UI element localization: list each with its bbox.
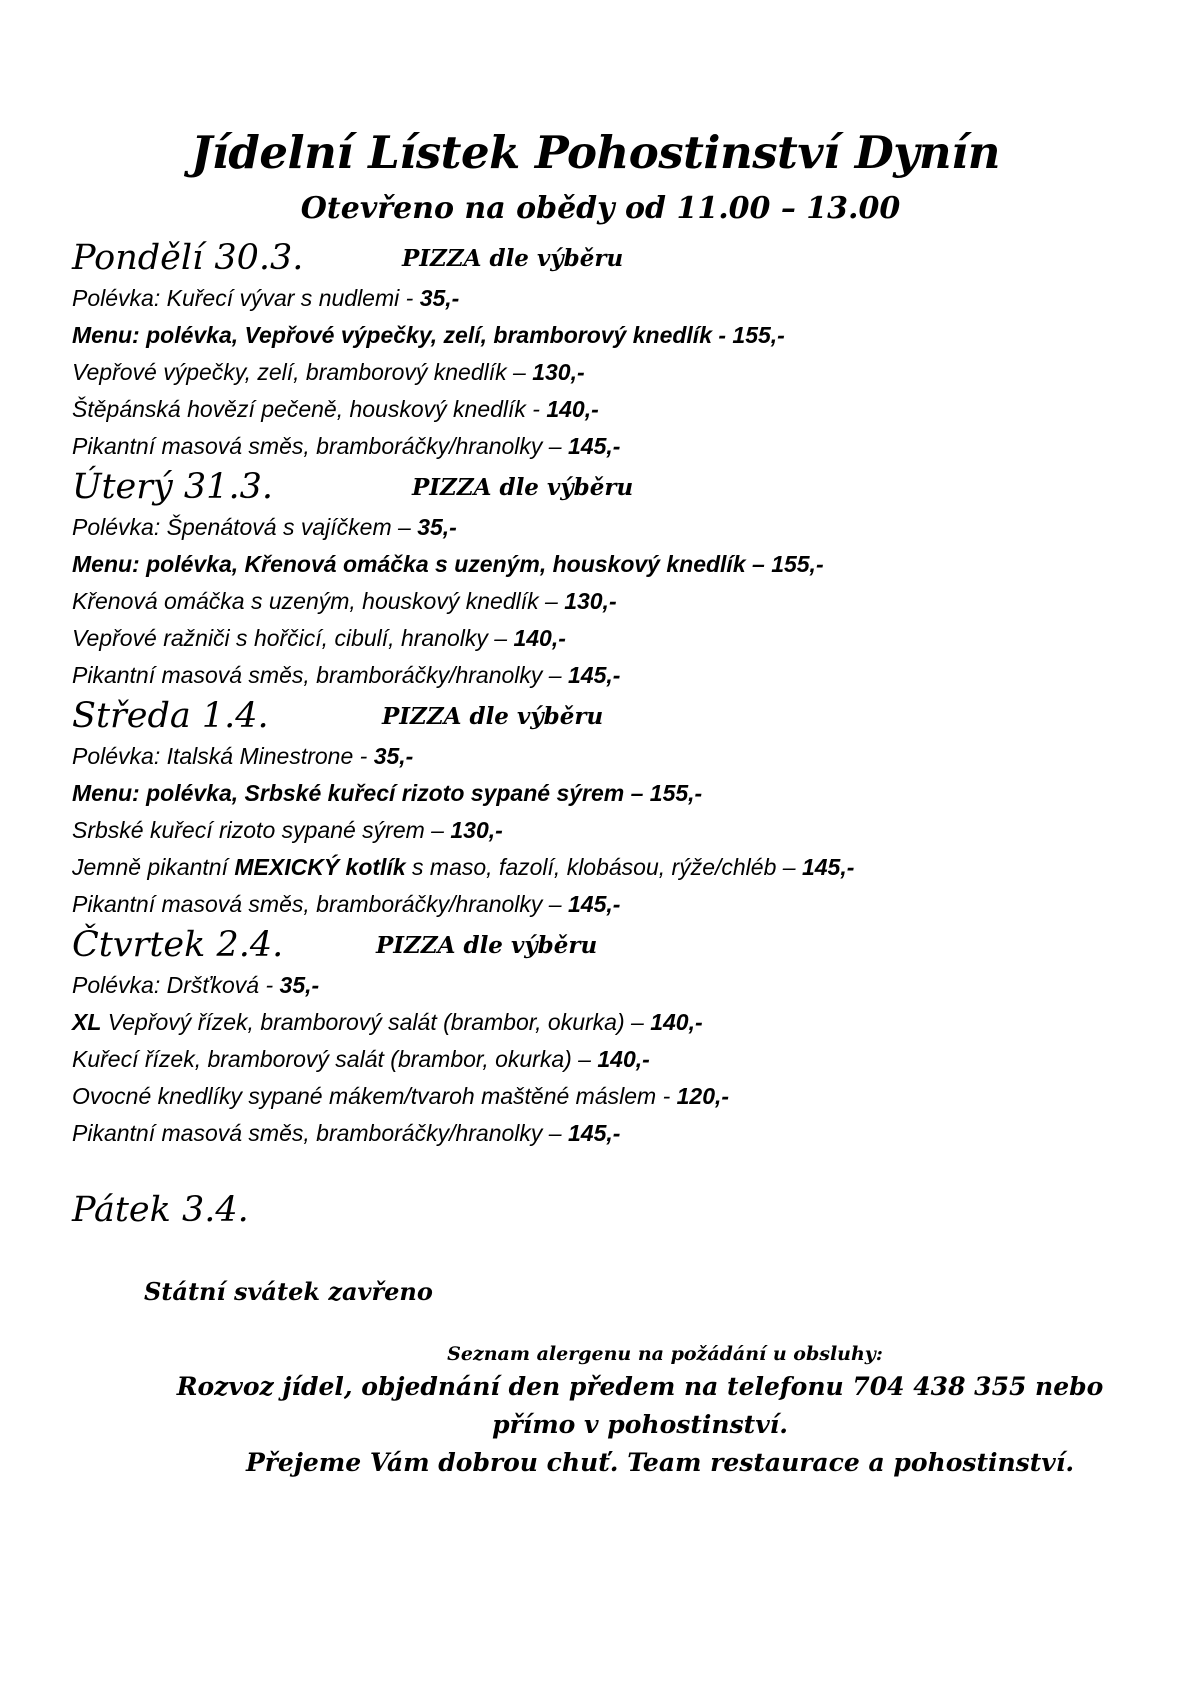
dish-price: 130,- xyxy=(532,359,585,385)
day-section xyxy=(72,465,1172,694)
pizza-note: PIZZA dle výběru xyxy=(402,245,624,272)
day-heading: Čtvrtek 2.4. xyxy=(72,925,284,965)
delivery-note: Rozvoz jídel, objednání den předem na telefonu 704 438 355 nebo přímo v pohostinství. xyxy=(176,1372,1104,1439)
dish-highlight: XL xyxy=(72,1009,102,1035)
dish-name: Polévka: Italská Minestrone - xyxy=(72,743,374,769)
footer xyxy=(140,1340,1140,1482)
dish-price: 120,- xyxy=(676,1083,730,1109)
dish-name: Pikantní masová směs, bramboráčky/hranolky – xyxy=(72,433,568,459)
dish-price: 35,- xyxy=(279,972,320,998)
dish-price: 140,- xyxy=(597,1046,650,1072)
dish-price: 145,- xyxy=(567,662,621,688)
day-heading: Středa 1.4. xyxy=(72,696,269,736)
dish-name: Polévka: Kuřecí vývar s nudlemi - xyxy=(72,285,420,311)
dish-price: 145,- xyxy=(567,891,621,917)
day-section xyxy=(72,236,1172,465)
dish-price: 130,- xyxy=(450,817,503,843)
dish-name: Menu: polévka, Srbské kuřecí rizoto sypané sýrem – xyxy=(72,780,650,806)
day-section xyxy=(72,923,1172,1152)
dish-price: 140,- xyxy=(546,396,599,422)
dish-name: Vepřový řízek, bramborový salát (brambor, okurka) – xyxy=(101,1009,651,1035)
dish-name: Menu: polévka, Křenová omáčka s uzeným, houskový knedlík – xyxy=(72,551,772,577)
day-header xyxy=(72,236,1172,280)
dish-name: Polévka: Dršťková - xyxy=(72,972,280,998)
dish-price: 140,- xyxy=(513,625,566,651)
pizza-note: PIZZA dle výběru xyxy=(412,474,634,501)
menu-item xyxy=(72,509,1172,546)
dish-text: Jemně pikantní xyxy=(72,854,235,880)
menu-item xyxy=(72,967,1172,1004)
dish-price: 145,- xyxy=(567,433,621,459)
menu-item xyxy=(72,886,1172,923)
opening-hours: Otevřeno na obědy od 11.00 – 13.00 xyxy=(300,191,901,226)
dish-name: Křenová omáčka s uzeným, houskový knedlík – xyxy=(72,588,565,614)
dish-price: 35,- xyxy=(419,285,460,311)
day-header xyxy=(72,465,1172,509)
dish-price: 130,- xyxy=(564,588,617,614)
menu-item xyxy=(72,391,1172,428)
pizza-note: PIZZA dle výběru xyxy=(376,932,598,959)
menu-item xyxy=(72,354,1172,391)
dish-price: 155,- xyxy=(732,322,785,348)
closing-wish: Přejeme Vám dobrou chuť. Team restaurace a pohostinství. xyxy=(245,1448,1075,1477)
dish-price: 35,- xyxy=(373,743,414,769)
menu-item xyxy=(72,775,1172,812)
menu-item xyxy=(72,1078,1172,1115)
dish-name: Pikantní masová směs, bramboráčky/hranolky – xyxy=(72,662,568,688)
dish-price: 140,- xyxy=(650,1009,703,1035)
menu-title: Jídelní Lístek Pohostinství Dynín xyxy=(191,126,1000,179)
menu-item xyxy=(72,583,1172,620)
dish-name: Kuřecí řízek, bramborový salát (brambor, okurka) – xyxy=(72,1046,598,1072)
dish-price: 145,- xyxy=(567,1120,621,1146)
day-heading-friday: Pátek 3.4. xyxy=(72,1190,249,1230)
dish-name: Menu: polévka, Vepřové výpečky, zelí, bramborový knedlík - xyxy=(72,322,733,348)
menu-item xyxy=(72,1115,1172,1152)
dish-highlight: MEXICKÝ kotlík xyxy=(234,854,406,880)
dish-name: s maso, fazolí, klobásou, rýže/chléb – xyxy=(405,854,802,880)
dish-name: Srbské kuřecí rizoto sypané sýrem – xyxy=(72,817,451,843)
menu-item xyxy=(72,546,1172,583)
dish-price: 155,- xyxy=(649,780,703,806)
day-header xyxy=(72,694,1172,738)
menu-item xyxy=(72,849,1172,886)
dish-name: Ovocné knedlíky sypané mákem/tvaroh maštěné máslem - xyxy=(72,1083,677,1109)
dish-name: Vepřové výpečky, zelí, bramborový knedlík – xyxy=(72,359,533,385)
menu-item xyxy=(72,812,1172,849)
menu-item xyxy=(72,620,1172,657)
menu-item xyxy=(72,428,1172,465)
menu-item xyxy=(72,738,1172,775)
holiday-closed-note: Státní svátek zavřeno xyxy=(144,1277,433,1306)
dish-price: 35,- xyxy=(417,514,457,540)
menu-item xyxy=(72,1004,1172,1041)
menu-item xyxy=(72,317,1172,354)
menu-item xyxy=(72,280,1172,317)
allergen-note: Seznam alergenu na požádání u obsluhy: xyxy=(447,1343,883,1365)
pizza-note: PIZZA dle výběru xyxy=(382,703,604,730)
day-heading: Úterý 31.3. xyxy=(72,467,273,507)
dish-name: Pikantní masová směs, bramboráčky/hranolky – xyxy=(72,891,568,917)
day-header xyxy=(72,923,1172,967)
dish-name: Pikantní masová směs, bramboráčky/hranolky – xyxy=(72,1120,568,1146)
menu-item xyxy=(72,657,1172,694)
dish-price: 155,- xyxy=(771,551,824,577)
daily-menu xyxy=(72,236,1172,1152)
dish-price: 145,- xyxy=(801,854,855,880)
dish-name: Štěpánská hovězí pečeně, houskový knedlík - xyxy=(72,396,547,422)
menu-item xyxy=(72,1041,1172,1078)
dish-name: Polévka: Špenátová s vajíčkem – xyxy=(72,514,418,540)
dish-name: Vepřové ražniči s hořčicí, cibulí, hranolky – xyxy=(72,625,514,651)
day-section xyxy=(72,694,1172,923)
day-heading: Pondělí 30.3. xyxy=(72,238,304,278)
